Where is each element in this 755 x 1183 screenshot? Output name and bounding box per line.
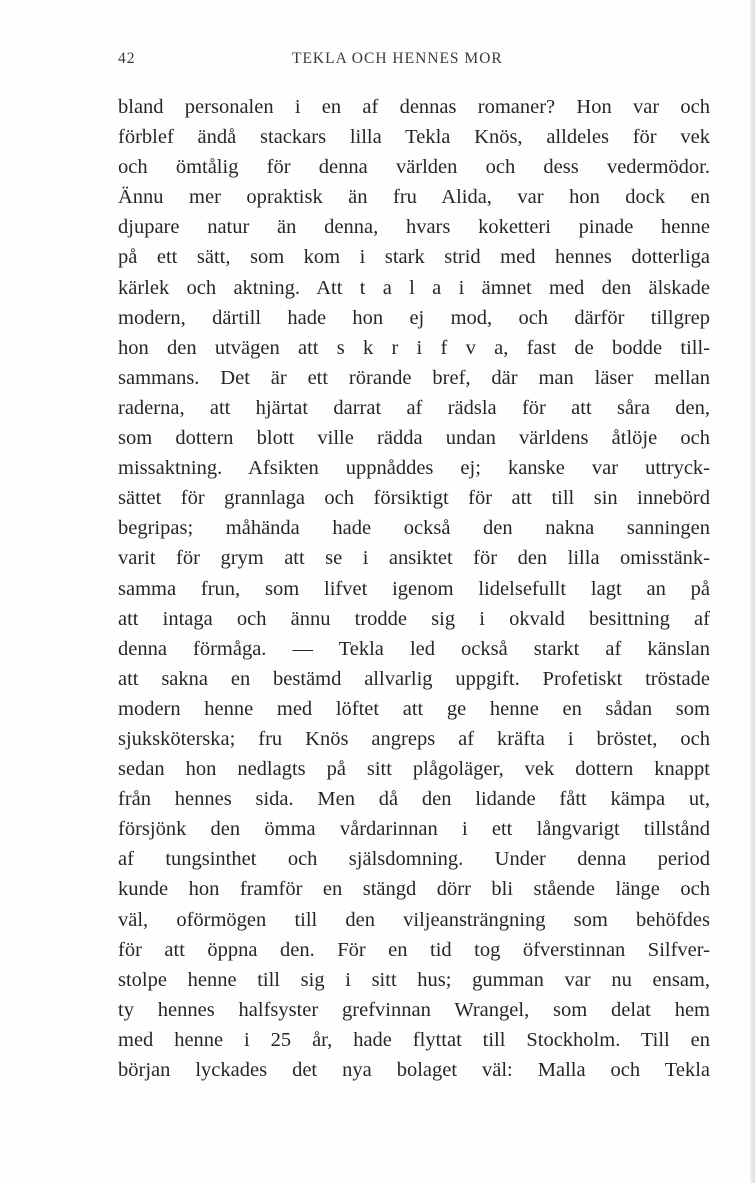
text-line: djupare natur än denna, hvars koketteri pinade henne bbox=[118, 216, 710, 239]
text-line: sättet för grannlaga och försiktigt för att till sin innebörd bbox=[118, 487, 710, 510]
text-line: modern, därtill hade hon ej mod, och därför tillgrep bbox=[118, 306, 710, 329]
text-line: stolpe henne till sig i sitt hus; gumman var nu ensam, bbox=[118, 968, 710, 991]
text-line: början lyckades det nya bolaget väl: Malla och Tekla bbox=[118, 1059, 710, 1081]
text-line: med henne i 25 år, hade flyttat till Stockholm. Till en bbox=[118, 1028, 710, 1051]
text-line: varit för grym att se i ansiktet för den lilla omisstänk- bbox=[118, 547, 710, 570]
text-line: sammans. Det är ett rörande bref, där man läser mellan bbox=[118, 366, 710, 389]
body-text bbox=[118, 92, 710, 1085]
text-line: försjönk den ömma vårdarinnan i ett långvarigt tillstånd bbox=[118, 818, 710, 841]
text-line: bland personalen i en af dennas romaner? Hon var och bbox=[118, 96, 710, 118]
text-line: begripas; måhända hade också den nakna sanningen bbox=[118, 517, 710, 540]
text-line: från hennes sida. Men då den lidande fått kämpa ut, bbox=[118, 788, 710, 811]
text-line: raderna, att hjärtat darrat af rädsla för att såra den, bbox=[118, 396, 710, 419]
text-line: samma frun, som lifvet igenom lidelsefullt lagt an på bbox=[118, 577, 710, 600]
running-header bbox=[118, 50, 710, 72]
page-edge-shadow bbox=[750, 0, 755, 1183]
text-line: missaktning. Afsikten uppnåddes ej; kanske var uttryck- bbox=[118, 457, 710, 480]
text-line: på ett sätt, som kom i stark strid med hennes dotterliga bbox=[118, 246, 710, 269]
text-line: och ömtålig för denna världen och dess vedermödor. bbox=[118, 156, 710, 179]
text-line: förblef ändå stackars lilla Tekla Knös, alldeles för vek bbox=[118, 126, 710, 149]
text-line: denna förmåga. — Tekla led också starkt af känslan bbox=[118, 637, 710, 660]
text-line: hon den utvägen att s k r i f v a, fast de bodde till- bbox=[118, 336, 710, 359]
text-line: som dottern blott ville rädda undan världens åtlöje och bbox=[118, 427, 710, 450]
text-line: sjuksköterska; fru Knös angreps af kräfta i bröstet, och bbox=[118, 727, 710, 750]
text-line: för att öppna den. För en tid tog öfverstinnan Silfver- bbox=[118, 938, 710, 961]
text-line: kärlek och aktning. Att t a l a i ämnet med den älskade bbox=[118, 276, 710, 299]
running-title: TEKLA OCH HENNES MOR bbox=[292, 50, 503, 67]
text-line: modern henne med löftet att ge henne en sådan som bbox=[118, 697, 710, 720]
text-line: väl, oförmögen till den viljeansträngning som behöfdes bbox=[118, 908, 710, 931]
text-line: af tungsinthet och själsdomning. Under denna period bbox=[118, 848, 710, 871]
text-line: ty hennes halfsyster grefvinnan Wrangel, som delat hem bbox=[118, 998, 710, 1021]
page-number: 42 bbox=[118, 50, 136, 67]
text-line: sedan hon nedlagts på sitt plågoläger, vek dottern knappt bbox=[118, 758, 710, 781]
text-line: att intaga och ännu trodde sig i okvald besittning af bbox=[118, 607, 710, 630]
text-line: att sakna en bestämd allvarlig uppgift. Profetiskt tröstade bbox=[118, 667, 710, 690]
text-line: Ännu mer opraktisk än fru Alida, var hon dock en bbox=[118, 186, 710, 209]
text-line: kunde hon framför en stängd dörr bli stående länge och bbox=[118, 878, 710, 901]
